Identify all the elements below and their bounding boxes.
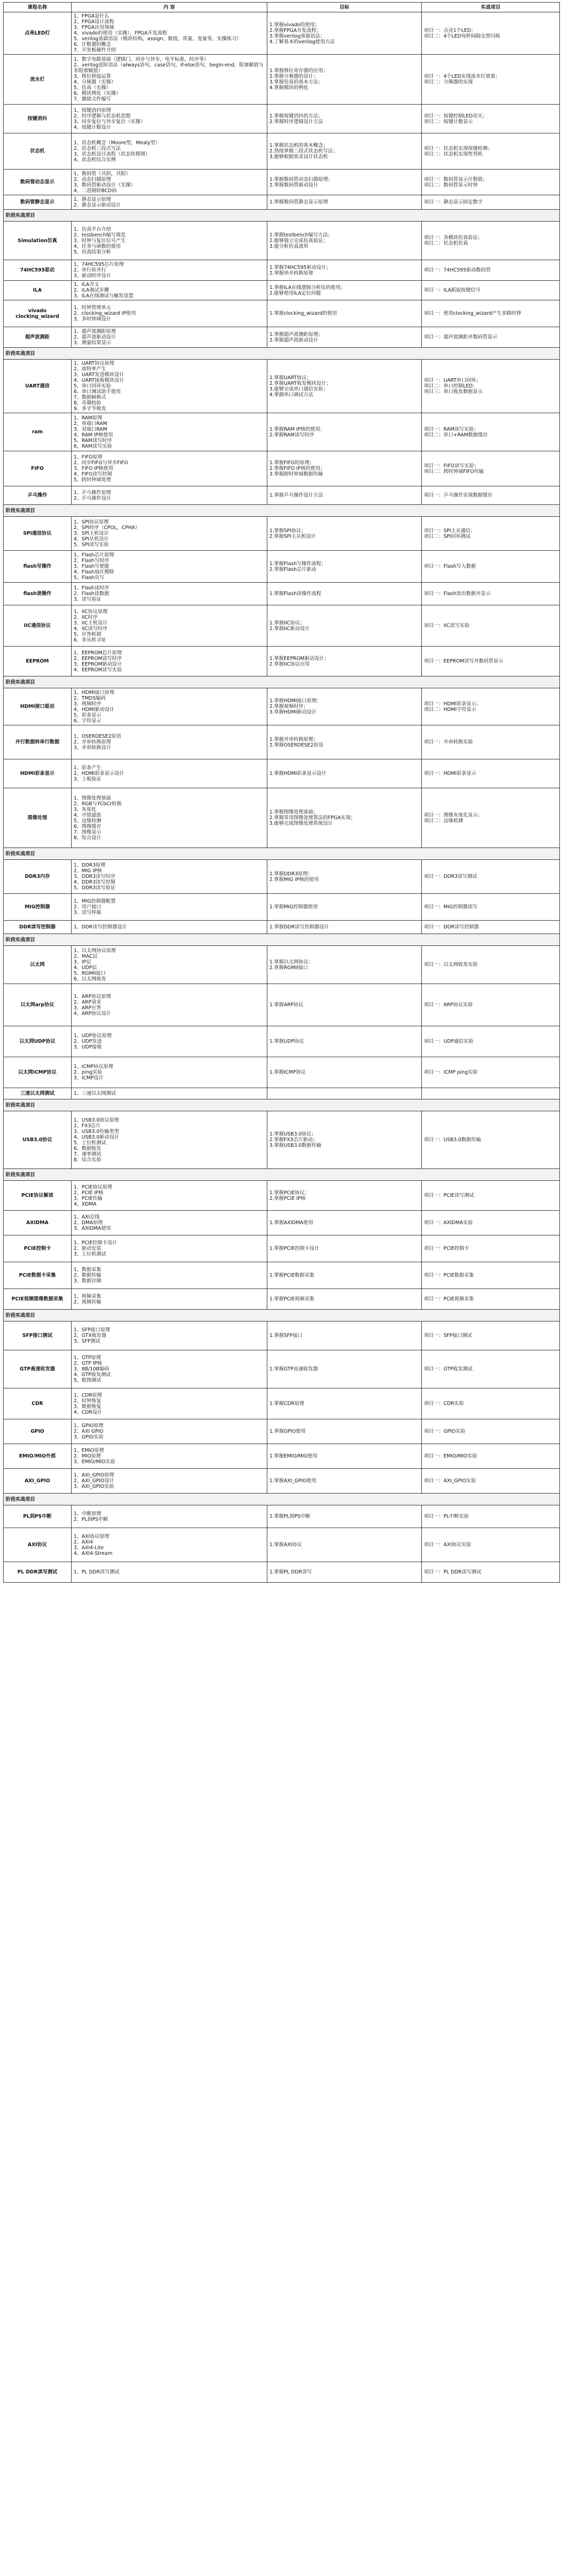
course-project: 项目一：UDP通信实验 (422, 1026, 560, 1057)
course-row (4, 605, 560, 647)
course-content: 1、USB3.0协议原理 2、FX3芯片 3、USB3.0传输类型 4、USB3.0驱动设计 5、上位机测试 6、数据收发 7、速率测试 8、综合实验 (72, 1111, 267, 1169)
course-row (4, 1505, 560, 1528)
section-title: 阶段实战项目 (4, 1099, 560, 1111)
course-row (4, 55, 560, 105)
course-row (4, 105, 560, 133)
course-goal: 1.掌握PCIE数据采集 (267, 1262, 422, 1289)
course-project: 项目一：GTP收发测试 (422, 1350, 560, 1388)
course-row (4, 1469, 560, 1494)
section-title: 阶段实战项目 (4, 1310, 560, 1321)
header-project: 实战项目 (422, 3, 560, 12)
course-goal: 1.掌握FIFO的原理； 2.掌握FIFO IP核的使用； 3.掌握跨时钟域数据传输 (267, 451, 422, 486)
course-content: 1、MIG控制器配置 2、用户接口 3、读写仲裁 (72, 894, 267, 921)
course-project: 项目一：PL DDR读写测试 (422, 1562, 560, 1583)
course-content: 1、SFP接口原理 2、GTX收发器 3、SFP测试 (72, 1321, 267, 1350)
course-project: 项目一：4个LED实现流水灯效果； 项目二：分频器的实现 (422, 55, 560, 105)
course-row (4, 486, 560, 505)
course-goal: 1.掌握EMIO/MIO使用 (267, 1444, 422, 1469)
course-project (422, 1088, 560, 1099)
course-name: CDR (4, 1388, 72, 1419)
course-content: 1、SPI协议原理 2、SPI时序（CPOL，CPHA） 3、SPI主机设计 4、SPI从机设计 5、SPI读写实验 (72, 517, 267, 551)
course-name: AXIDMA (4, 1211, 72, 1235)
course-row (4, 195, 560, 210)
course-row (4, 1419, 560, 1444)
course-goal: 1.掌握testbench编写方法； 2.能够独立完成仿真验证； 3.能分析仿真波形 (267, 222, 422, 260)
course-row (4, 260, 560, 281)
course-name: 状态机 (4, 133, 72, 170)
course-name: Simulation仿真 (4, 222, 72, 260)
course-project: 项目一：ICMP ping实验 (422, 1057, 560, 1088)
course-name: 以太网arp协议 (4, 984, 72, 1026)
course-row (4, 1111, 560, 1169)
course-row (4, 133, 560, 170)
course-row (4, 1388, 560, 1419)
course-project: 项目一：SPI主从通信； 项目二：SPI回环测试 (422, 517, 560, 551)
course-project: 项目一：DDR3读写测试 (422, 860, 560, 894)
course-content: 1、乒乓操作原理 2、乒乓操作设计 (72, 486, 267, 505)
course-goal: 1.掌握超声波测距原理； 2.掌握超声波驱动设计 (267, 327, 422, 348)
course-row (4, 551, 560, 583)
course-content: 1、74HC595芯片原理 2、串行转并行 3、驱动时序设计 (72, 260, 267, 281)
course-row (4, 327, 560, 348)
section-row (4, 1494, 560, 1505)
course-project: 项目一：静态显示固定数字 (422, 195, 560, 210)
section-title: 阶段实战项目 (4, 505, 560, 517)
course-name: 以太网ICMP协议 (4, 1057, 72, 1088)
course-content: 1、Flash读时序 2、Flash读数据 3、读写验证 (72, 583, 267, 605)
section-row (4, 676, 560, 688)
section-title: 阶段实战项目 (4, 210, 560, 222)
course-content: 1、PL DDR读写测试 (72, 1562, 267, 1583)
course-goal: 1.掌握UART协议； 2.掌握UART收发模块设计； 3.能够完成串口通信实验； 4.掌握串口调试方法 (267, 360, 422, 413)
course-name: PCIE控制卡 (4, 1235, 72, 1262)
course-content: 1、OSERDESE2原语 2、并串转换原理 3、并串转换设计 (72, 725, 267, 759)
course-name: 数码管动态显示 (4, 170, 72, 195)
course-content: 1、时钟管理单元 2、clocking_wizard IP使用 3、多时钟域设计 (72, 300, 267, 327)
course-project: 项目一：SFP接口测试 (422, 1321, 560, 1350)
section-row (4, 1099, 560, 1111)
course-content: 1、仿真平台介绍 2、testbench编写规范 3、时钟与复位信号产生 4、任务与函数的使用 5、仿真结果分析 (72, 222, 267, 260)
course-row (4, 1562, 560, 1583)
course-row (4, 300, 560, 327)
course-content: 1、PCIE协议原理 2、PCIE IP核 3、PCIE传输 4、XDMA (72, 1181, 267, 1211)
course-name: 流水灯 (4, 55, 72, 105)
course-goal: 1.掌握HDMI接口原理； 2.掌握视频时序； 3.掌握HDMI驱动设计 (267, 688, 422, 725)
course-name: 图像处理 (4, 788, 72, 848)
course-name: EEPROM (4, 647, 72, 676)
course-name: 乒乓操作 (4, 486, 72, 505)
section-title: 阶段实战项目 (4, 1169, 560, 1181)
course-project: 项目一：UART串口回环； 项目二：串口控制LED； 项目三：串口收发数据显示 (422, 360, 560, 413)
course-goal: 1.掌握按键消抖的方法； 2.掌握时序逻辑设计方法 (267, 105, 422, 133)
course-row (4, 725, 560, 759)
course-goal: 1.掌握SFP接口 (267, 1321, 422, 1350)
course-name: FIFO (4, 451, 72, 486)
course-name: 74HC595驱动 (4, 260, 72, 281)
course-project: 项目一：按键控制LED亮灭； 项目二：按键计数显示 (422, 105, 560, 133)
course-content: 1、ILA含义 2、ILA调试步骤 3、ILA在线调试与触发设置 (72, 281, 267, 300)
course-goal: 1.掌握clocking_wizard的使用 (267, 300, 422, 327)
course-goal: 1.掌握PL DDR读写 (267, 1562, 422, 1583)
section-title: 阶段实战项目 (4, 1494, 560, 1505)
course-content: 1、ICMP协议原理 2、ping实验 3、ICMP设计 (72, 1057, 267, 1088)
course-name: ram (4, 413, 72, 451)
course-name: PCIE视频图像数据采集 (4, 1289, 72, 1310)
course-row (4, 413, 560, 451)
course-content: 1、按键消抖原理 2、时序逻辑与状态机思想 3、同步复位与异步复位（实操） 4、按键计数设计 (72, 105, 267, 133)
course-name: 以太网 (4, 946, 72, 984)
course-project: 项目一：乒乓操作实现数据缓存 (422, 486, 560, 505)
course-row (4, 1321, 560, 1350)
course-content: 1、UDP协议原理 2、UDP发送 3、UDP接收 (72, 1026, 267, 1057)
section-title: 阶段实战项目 (4, 676, 560, 688)
course-content: 1、FIFO原理 2、同步FIFO与异步FIFO 3、FIFO IP核使用 4、FIFO读写控制 5、跨时钟域处理 (72, 451, 267, 486)
course-name: PL到PS中断 (4, 1505, 72, 1528)
course-project: 项目一：FIFO读写实验； 项目二：跨时钟域FIFO传输 (422, 451, 560, 486)
curriculum-table (3, 2, 560, 1583)
course-content: 1、AXI_GPIO原理 2、AXI_GPIO设计 3、AXI_GPIO实验 (72, 1469, 267, 1494)
course-row (4, 1235, 560, 1262)
header-content: 内 容 (72, 3, 267, 12)
course-goal: 1.掌握AXI_GPIO使用 (267, 1469, 422, 1494)
course-name: SFP接口测试 (4, 1321, 72, 1350)
course-project: 项目一：各模块仿真验证； 项目二：状态机仿真 (422, 222, 560, 260)
course-project: 项目一：74HC595驱动数码管 (422, 260, 560, 281)
course-name: DDR3内存 (4, 860, 72, 894)
section-title: 阶段实战项目 (4, 848, 560, 860)
course-content: 1、以太网协议原理 2、MAC层 3、IP层 4、UDP层 5、RGMII接口 6、以太网收发 (72, 946, 267, 984)
course-goal: 1.掌握DDR读写控制器设计 (267, 921, 422, 934)
header-goal: 目标 (267, 3, 422, 12)
course-content: 1、图像处理基础 2、RGB与YCbCr转换 3、灰度化 4、中值滤波 5、边缘检测 6、图像缓存 7、图像显示 8、综合设计 (72, 788, 267, 848)
course-row (4, 360, 560, 413)
course-row (4, 222, 560, 260)
course-goal: 1.掌握PCIE控制卡设计 (267, 1235, 422, 1262)
course-project: 项目一：以太网收发实验 (422, 946, 560, 984)
course-project: 项目一：PCIE控制卡 (422, 1235, 560, 1262)
course-row (4, 894, 560, 921)
course-row (4, 860, 560, 894)
course-goal: 1.掌握以太网协议； 2.掌握RGMII接口 (267, 946, 422, 984)
course-goal: 1.掌握RAM IP核的使用； 2.掌握RAM读写时序 (267, 413, 422, 451)
course-name: MIG控制器 (4, 894, 72, 921)
table-body (4, 12, 560, 1583)
course-project: 项目一：ARP协议实验 (422, 984, 560, 1026)
course-goal: 1.掌握ARP协议 (267, 984, 422, 1026)
course-content: 1、HDMI接口原理 2、TMDS编码 3、视频时序 4、HDMI驱动设计 5、彩条显示 6、字符显示 (72, 688, 267, 725)
course-name: HDMI彩条显示 (4, 759, 72, 788)
course-content: 1、ARP协议原理 2、ARP请求 3、ARP应答 4、ARP协议设计 (72, 984, 267, 1026)
course-project: 项目一：AXIDMA实验 (422, 1211, 560, 1235)
course-name: vivado clocking_wizard (4, 300, 72, 327)
course-project: 项目一：Flash写入数据 (422, 551, 560, 583)
course-row (4, 1026, 560, 1057)
course-row (4, 1088, 560, 1099)
course-project: 项目一：AXI协议实验 (422, 1528, 560, 1562)
course-content: 1、UART协议原理 2、波特率产生 3、UART发送模块设计 4、UART接收模块设计 5、串口回环实验 6、串口调试助手使用 7、数据帧格式 8、奇偶校验 9、多字节收发 (72, 360, 267, 413)
course-goal: 1.掌握ICMP协议 (267, 1057, 422, 1088)
course-content: 1、彩条产生 2、HDMI彩条显示设计 3、上板验证 (72, 759, 267, 788)
course-name: 并行数据转串行数据 (4, 725, 72, 759)
course-content: 1、中断原理 2、PL到PS中断 (72, 1505, 267, 1528)
course-goal: 1.掌握AXIDMA使用 (267, 1211, 422, 1235)
header-course-name: 课程名称 (4, 3, 72, 12)
course-project: 项目一：图像灰度化显示； 项目二：边缘检测 (422, 788, 560, 848)
course-goal: 1.掌握Flash写操作流程； 2.掌握Flash芯片驱动 (267, 551, 422, 583)
section-title: 阶段实战项目 (4, 934, 560, 946)
course-row (4, 688, 560, 725)
course-goal: 1.掌握UDP协议 (267, 1026, 422, 1057)
course-row (4, 517, 560, 551)
course-row (4, 946, 560, 984)
course-row (4, 1262, 560, 1289)
course-row (4, 921, 560, 934)
course-row (4, 1444, 560, 1469)
course-project: 项目一：USB3.0数据传输 (422, 1111, 560, 1169)
course-project: 项目一：PCIE数据采集 (422, 1262, 560, 1289)
course-project: 项目一：HDMI彩条显示 (422, 759, 560, 788)
course-project: 项目一：状态机实现按键检测； 项目二：状态机实现售货机 (422, 133, 560, 170)
course-name: 点亮LED灯 (4, 12, 72, 55)
course-project: 项目一：HDMI彩条显示； 项目二：HDMI字符显示 (422, 688, 560, 725)
course-project: 项目一：使用clocking_wizard产生多路时钟 (422, 300, 560, 327)
course-goal: 1.掌握数码管动态扫描原理； 2.掌握数码管驱动设计 (267, 170, 422, 195)
course-project: 项目一：EEPROM读写并数码管显示 (422, 647, 560, 676)
course-goal: 1.掌握GPIO使用 (267, 1419, 422, 1444)
section-title: 阶段实战项目 (4, 348, 560, 360)
course-name: flash读操作 (4, 583, 72, 605)
course-goal: 1.掌握状态机的基本概念； 2.熟练掌握三段式状态机写法； 3.能够根据需求设计状态机 (267, 133, 422, 170)
course-project: 项目一：MIG控制器读写 (422, 894, 560, 921)
course-goal (267, 1088, 422, 1099)
course-content: 1、静态显示原理 2、静态显示驱动设计 (72, 195, 267, 210)
course-name: PCIE数据卡采集 (4, 1262, 72, 1289)
course-content: 1、AXI协议原理 2、AXI4 3、AXI4-Lite 4、AXI4-Stream (72, 1528, 267, 1562)
course-row (4, 647, 560, 676)
course-project: 项目一：CDR实验 (422, 1388, 560, 1419)
section-row (4, 848, 560, 860)
section-row (4, 1169, 560, 1181)
course-name: HDMI接口驱动 (4, 688, 72, 725)
course-content: 1、EEPROM芯片原理 2、EEPROM读写时序 3、EEPROM驱动设计 4、EEPROM读写实验 (72, 647, 267, 676)
course-name: PCIE协议解读 (4, 1181, 72, 1211)
course-row (4, 1350, 560, 1388)
course-goal: 1.掌握CDR原理 (267, 1388, 422, 1419)
course-name: PL DDR读写测试 (4, 1562, 72, 1583)
course-goal: 1.掌握乒乓操作设计方法 (267, 486, 422, 505)
course-name: SPI通信协议 (4, 517, 72, 551)
course-content: 1、RAM原理 2、单端口RAM 3、双端口RAM 4、RAM IP核使用 5、RAM读写时序 6、RAM读写实验 (72, 413, 267, 451)
course-content: 1、AXI总线 2、DMA原理 3、AXIDMA使用 (72, 1211, 267, 1235)
course-content: 1、IIC协议原理 2、IIC时序 3、IIC主机设计 4、IIC读写时序 5、应答机制 6、多从机寻址 (72, 605, 267, 647)
course-content: 1、GTP原理 2、GTP IP核 3、8B/10B编码 4、GTP收发测试 5、眼图测试 (72, 1350, 267, 1388)
course-content: 1、CDR原理 2、时钟恢复 3、数据恢复 4、CDR设计 (72, 1388, 267, 1419)
course-content: 1、超声波测距原理 2、超声波驱动设计 3、测量结果显示 (72, 327, 267, 348)
course-goal: 1.掌握HDMI彩条显示设计 (267, 759, 422, 788)
course-content: 1、GPIO原理 2、AXI GPIO 3、GPIO实验 (72, 1419, 267, 1444)
course-row (4, 759, 560, 788)
course-name: USB3.0协议 (4, 1111, 72, 1169)
course-goal: 1.掌握GTP高速收发器 (267, 1350, 422, 1388)
course-project: 项目一：AXI_GPIO实验 (422, 1469, 560, 1494)
course-project: 项目一：PCIE视频采集 (422, 1289, 560, 1310)
course-goal: 1.掌握IIC协议； 2.掌握IIC驱动设计 (267, 605, 422, 647)
course-project: 项目一：IIC读写实验 (422, 605, 560, 647)
course-row (4, 451, 560, 486)
course-row (4, 1211, 560, 1235)
course-goal: 1.掌握EEPROM驱动设计； 2.掌握IIC协议应用 (267, 647, 422, 676)
course-goal: 1.掌握PL到PS中断 (267, 1505, 422, 1528)
course-name: IIC通信协议 (4, 605, 72, 647)
course-content: 1、数码管（共阴，共阳） 2、动态扫描原理 3、数码管驱动设计（实操） 4、二进制转BCD码 (72, 170, 267, 195)
course-name: 以太网UDP协议 (4, 1026, 72, 1057)
course-name: EMIO/MIO外部 (4, 1444, 72, 1469)
section-row (4, 348, 560, 360)
course-goal: 1.掌握图像处理基础； 2.掌握常用图像处理算法的FPGA实现； 3.能够完成图像处理系统设计 (267, 788, 422, 848)
course-row (4, 1289, 560, 1310)
course-goal: 1.掌握PCIE视频采集 (267, 1289, 422, 1310)
course-goal: 1.掌握DDR3原理； 2.掌握MIG IP核的使用 (267, 860, 422, 894)
course-goal: 1.掌握74HC595驱动设计； 2.掌握串并转换原理 (267, 260, 422, 281)
course-project: 项目一：RAM读写实验； 项目二：串口+RAM数据缓存 (422, 413, 560, 451)
course-name: GPIO (4, 1419, 72, 1444)
course-row (4, 583, 560, 605)
course-row (4, 12, 560, 55)
section-row (4, 1310, 560, 1321)
course-content: 1、PCIE控制卡设计 2、驱动安装 3、上位机测试 (72, 1235, 267, 1262)
course-project: 项目一：点亮1个LED； 项目二：4个LED每秒间隔交替闪烁 (422, 12, 560, 55)
course-project: 项目一：数码管显示计数值； 项目二：数码管显示时钟 (422, 170, 560, 195)
course-content: 1、数据采集 2、数据传输 3、数据存储 (72, 1262, 267, 1289)
course-content: 1、数字电路基础（逻辑门，同步与异步，电平标准，时序等） 2、verilog进阶语法（always语句，case语句，if-else语句，begin-end，阻塞赋值与非阻塞赋值） 3、移位拼接运算 4、分频器（实操） 5、仿真（实操） 6、模块例化（实操） 7、激励文件编写 (72, 55, 267, 105)
course-name: AXI_GPIO (4, 1469, 72, 1494)
course-content: 1、FPGA是什么 2、FPGA设计流程 3、FPGA应用领域 4、vivado的使用（实操），FPGA开发流程 5、verilog基础语法（模块结构，assign，数值，常量，变量等，实操练习） 6、计数器的概念 7、开发板硬件介绍 (72, 12, 267, 55)
course-row (4, 170, 560, 195)
table-header-row (4, 3, 560, 12)
course-goal: 1.掌握ILA在线逻辑分析仪的使用； 2.能够使用ILA定位问题 (267, 281, 422, 300)
course-content: 1、Flash芯片原理 2、Flash写时序 3、Flash写使能 4、Flash扇区擦除 5、Flash页写 (72, 551, 267, 583)
course-project: 项目一：超声波测距并数码管显示 (422, 327, 560, 348)
course-name: UART通信 (4, 360, 72, 413)
course-row (4, 984, 560, 1026)
course-name: DDR读写控制器 (4, 921, 72, 934)
course-project: 项目一：并串转换实验 (422, 725, 560, 759)
course-content: 1、状态机概念（Moore型，Mealy型） 2、状态机三段式写法 3、状态机设计流程（状态转移图） 4、状态机综合实例 (72, 133, 267, 170)
course-content: 1、EMIO原理 2、MIO原理 3、EMIO/MIO实验 (72, 1444, 267, 1469)
course-project: 项目一：PCIE读写测试 (422, 1181, 560, 1211)
course-goal: 1.掌握vivado的使用； 2.掌握FPGA开发流程； 3.掌握verilog基础语法； 4.了解基本的verilog使用方法 (267, 12, 422, 55)
course-name: flash写操作 (4, 551, 72, 583)
course-row (4, 281, 560, 300)
course-goal: 1.掌握USB3.0协议； 2.掌握FX3芯片驱动； 3.掌握USB3.0数据传输 (267, 1111, 422, 1169)
course-goal: 1.掌握Flash读操作流程 (267, 583, 422, 605)
course-row (4, 1181, 560, 1211)
course-goal: 1.掌握移位寄存器的应用； 2.掌握分频器的设计； 3.掌握仿真的基本方法； 4.掌握模块的例化 (267, 55, 422, 105)
course-project: 项目一：EMIO/MIO实验 (422, 1444, 560, 1469)
course-name: 三速以太网测试 (4, 1088, 72, 1099)
course-goal: 1.掌握AXI协议 (267, 1528, 422, 1562)
course-goal: 1.掌握数码管静态显示原理 (267, 195, 422, 210)
course-project: 项目一：Flash读出数据并显示 (422, 583, 560, 605)
course-name: GTP高速收发器 (4, 1350, 72, 1388)
course-content: 1、DDR读写控制器设计 (72, 921, 267, 934)
course-row (4, 1057, 560, 1088)
course-name: 数码管静态显示 (4, 195, 72, 210)
course-row (4, 788, 560, 848)
section-row (4, 505, 560, 517)
course-name: AXI协议 (4, 1528, 72, 1562)
course-name: 按键消抖 (4, 105, 72, 133)
section-row (4, 934, 560, 946)
course-goal: 1.掌握SPI协议； 2.掌握SPI主从机设计 (267, 517, 422, 551)
course-project: 项目一：DDR读写控制器 (422, 921, 560, 934)
course-name: ILA (4, 281, 72, 300)
course-goal: 1.掌握PCIE协议； 2.掌握PCIE IP核 (267, 1181, 422, 1211)
course-project: 项目一：ILA抓取按键信号 (422, 281, 560, 300)
course-project: 项目一：PL中断实验 (422, 1505, 560, 1528)
course-row (4, 1528, 560, 1562)
course-content: 1、三速以太网测试 (72, 1088, 267, 1099)
course-project: 项目一：GPIO实验 (422, 1419, 560, 1444)
course-content: 1、视频采集 2、视频传输 (72, 1289, 267, 1310)
course-goal: 1.掌握MIG控制器使用 (267, 894, 422, 921)
course-goal: 1.掌握并串转换原理； 2.掌握OSERDESE2原语 (267, 725, 422, 759)
course-content: 1、DDR3原理 2、MIG IP核 3、DDR3读写时序 4、DDR3读写控制 5、DDR3读写验证 (72, 860, 267, 894)
section-row (4, 210, 560, 222)
course-name: 超声波测距 (4, 327, 72, 348)
